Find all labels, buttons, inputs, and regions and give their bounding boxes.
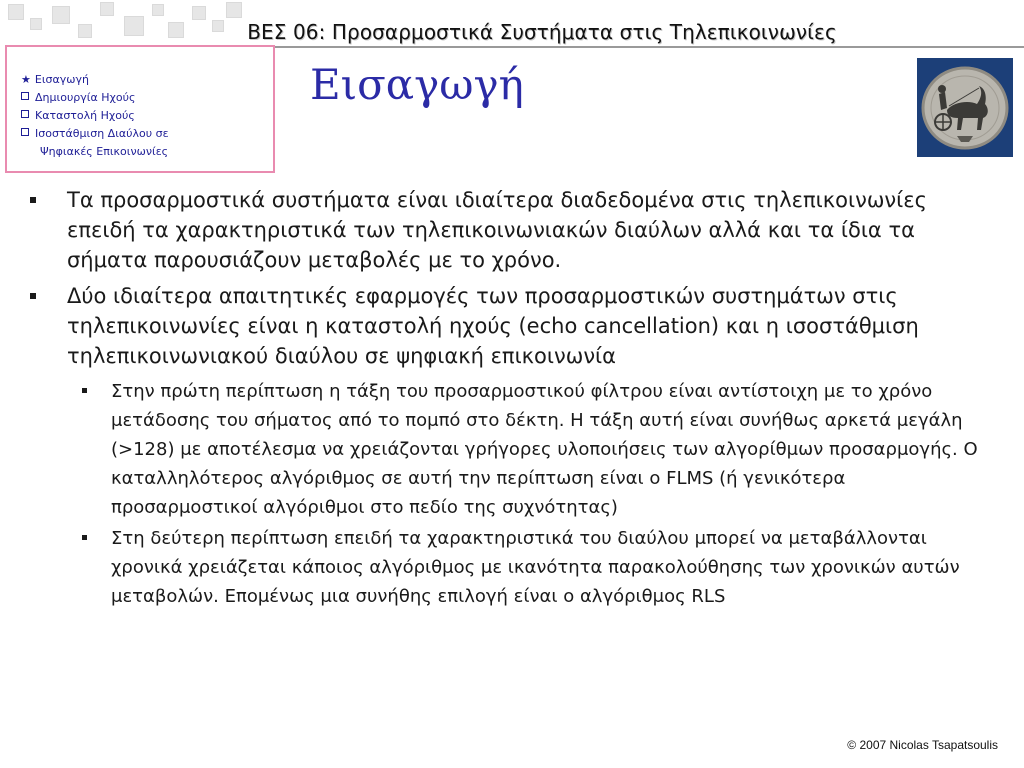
sub-bullet-text: Στην πρώτη περίπτωση η τάξη του προσαρμοστικού φίλτρου είναι αντίστοιχη με το χρόνο μετάδοσης του σήματος από το πομπό στο δέκτη. Η τάξη αυτή είναι συνήθως αρκετά μεγάλη (>128) με αποτέλεσμα να χρειάζονται γρήγορες υλοποιήσεις των αλγορίθμων προσαρμογής. Ο καταλληλότερος αλγόριθμος σε αυτή την περίπτωση είναι ο FLMS (ή γενικότερα προσαρμοστικοί αλγόριθμοι στο πεδίο της συχνότητας) [111, 381, 978, 518]
section-navigation [5, 45, 275, 173]
header-divider [232, 46, 1024, 48]
checkbox-icon [21, 110, 29, 118]
checkbox-icon [21, 128, 29, 136]
list-item [0, 281, 1024, 371]
slide-body [0, 185, 1024, 613]
bullet-icon [30, 293, 36, 299]
nav-item-echo-cancellation[interactable] [21, 107, 273, 125]
bullet-text: Δύο ιδιαίτερα απαιτητικές εφαρμογές των προσαρμοστικών συστημάτων στις τηλεπικοινωνίες είναι η καταστολή ηχούς (echo cancellation) και η ισοστάθμιση τηλεπικοινωνιακού διαύλου σε ψηφιακή επικοινωνία [67, 284, 919, 368]
sub-bullet-icon [82, 535, 87, 540]
ancient-coin-chariot-icon [917, 58, 1013, 157]
sub-bullet-icon [82, 388, 87, 393]
bullet-text: Τα προσαρμοστικά συστήματα είναι ιδιαίτερα διαδεδομένα στις τηλεπικοινωνίες επειδή τα χαρακτηριστικά των τηλεπικοινωνιακών διαύλων αλλά και τα ίδια τα σήματα παρουσιάζουν μεταβολές με το χρόνο. [67, 188, 927, 272]
star-icon: ★ [21, 73, 31, 86]
course-title: ΒΕΣ 06: Προσαρμοστικά Συστήματα στις Τηλεπικοινωνίες [247, 20, 837, 44]
nav-item-label: Εισαγωγή [34, 73, 89, 86]
nav-item-label: Δημιουργία Ηχούς [35, 91, 136, 104]
sub-list-item [0, 524, 1024, 611]
nav-item-label: Ισοστάθμιση Διαύλου σε [35, 127, 169, 140]
nav-item-channel-equalization[interactable] [21, 125, 273, 161]
sub-bullet-text: Στη δεύτερη περίπτωση επειδή τα χαρακτηριστικά του διαύλου μπορεί να μεταβάλλονται χρονικά χρειάζεται κάποιος αλγόριθμος με ικανότητα παρακολούθησης των χρονικών αυτών μεταβολών. Επομένως μια συνήθης επιλογή είναι ο αλγόριθμος RLS [111, 528, 960, 607]
bullet-icon [30, 197, 36, 203]
list-item [0, 185, 1024, 275]
slide-title: Εισαγωγή [310, 60, 524, 109]
nav-item-label-continued: Ψηφιακές Επικοινωνίες [40, 145, 169, 158]
copyright-footer: © 2007 Nicolas Tsapatsoulis [847, 738, 998, 752]
nav-item-label: Καταστολή Ηχούς [35, 109, 135, 122]
nav-item-introduction[interactable] [21, 71, 273, 89]
checkbox-icon [21, 92, 29, 100]
sub-list-item [0, 377, 1024, 522]
nav-item-echo-generation[interactable] [21, 89, 273, 107]
